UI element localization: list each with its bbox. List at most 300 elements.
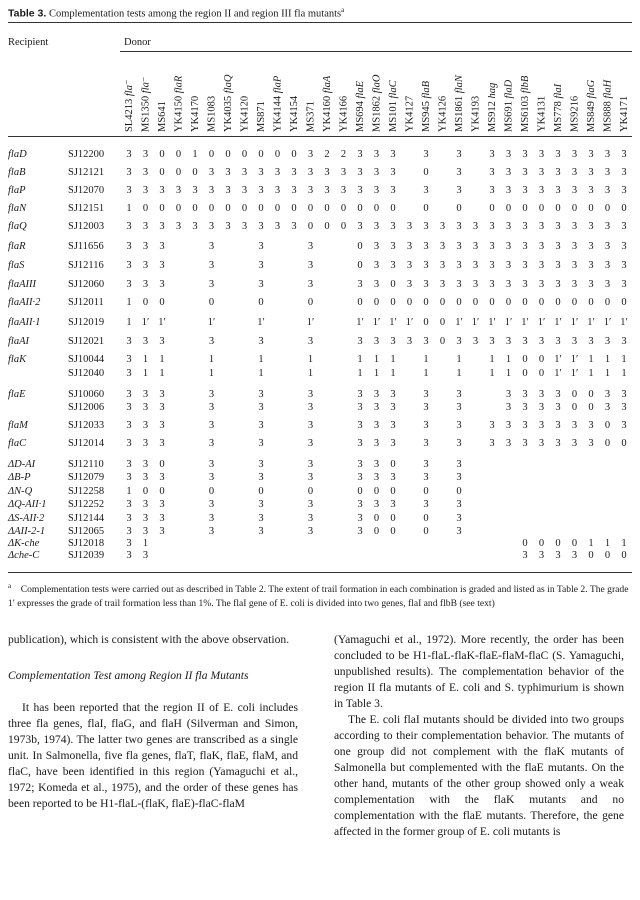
row-strain-18: SJ12079 <box>68 472 105 483</box>
row-strain-20: SJ12252 <box>68 499 105 510</box>
table-cell: 1′ <box>488 317 496 328</box>
table-cell: 0 <box>159 167 165 178</box>
table-cell: 3 <box>192 185 198 196</box>
table-cell: 3 <box>621 336 627 347</box>
table-cell: 3 <box>274 221 281 232</box>
table-cell: 3 <box>456 402 462 413</box>
table-cell: 3 <box>142 167 149 178</box>
table-cell: 3 <box>522 438 528 449</box>
table-cell: 1′ <box>521 317 529 328</box>
table-cell: 3 <box>159 185 165 196</box>
table-cell: 3 <box>307 526 314 537</box>
table-cell: 1′ <box>372 317 381 328</box>
table-cell: 3 <box>208 185 215 196</box>
table-cell: 3 <box>175 221 182 232</box>
table-cell: 3 <box>159 420 165 431</box>
table-cell: 3 <box>373 402 380 413</box>
table-cell: 3 <box>274 185 281 196</box>
table-cell: 3 <box>357 389 363 400</box>
table-cell: 3 <box>456 526 462 537</box>
table-cell: 3 <box>390 260 396 271</box>
row-gene-7: flaAIII <box>8 279 36 290</box>
table-cell: 3 <box>390 420 396 431</box>
table-cell: 3 <box>456 438 462 449</box>
table-cell: 0 <box>208 297 215 308</box>
table-cell: 0 <box>390 297 396 308</box>
table-cell: 3 <box>340 185 347 196</box>
row-strain-0: SJ12200 <box>68 149 105 160</box>
table-cell: 3 <box>621 389 627 400</box>
table-cell: 3 <box>373 221 380 232</box>
table-cell: 0 <box>538 538 545 549</box>
table-cell: 3 <box>307 241 314 252</box>
table-cell: 3 <box>307 499 314 510</box>
table-cell: 3 <box>357 420 363 431</box>
donor-header-7: YK4120 <box>239 95 251 132</box>
table-cell: 3 <box>307 185 314 196</box>
table-cell: 3 <box>258 459 264 470</box>
table-cell: 0 <box>307 203 314 214</box>
table-cell: 2 <box>324 149 330 160</box>
table-cell: 3 <box>390 167 396 178</box>
row-strain-4: SJ12003 <box>68 221 105 232</box>
table-cell: 3 <box>126 550 132 561</box>
table-cell: 3 <box>274 167 281 178</box>
table-cell: 0 <box>489 297 495 308</box>
table-cell: 3 <box>142 513 149 524</box>
donor-header-14: MS694 flaE <box>355 80 366 132</box>
table-cell: 1 <box>258 354 264 365</box>
table-cell: 3 <box>258 185 264 196</box>
table-cell: 0 <box>423 317 429 328</box>
table-cell: 3 <box>324 185 330 196</box>
row-gene-23: ΔK-che <box>8 538 40 549</box>
table-cell: 1 <box>588 538 594 549</box>
table-cell: 3 <box>126 221 132 232</box>
table-cell: 3 <box>307 420 314 431</box>
row-strain-16: SJ12014 <box>68 438 105 449</box>
row-gene-18: ΔB-P <box>8 472 31 483</box>
table-cell: 1 <box>604 368 611 379</box>
table-cell: 3 <box>571 336 578 347</box>
table-cell: 0 <box>208 149 215 160</box>
table-cell: 3 <box>423 459 429 470</box>
table-cell: 3 <box>324 167 330 178</box>
table-cell: 3 <box>604 279 611 290</box>
table-cell: 3 <box>126 402 132 413</box>
table-cell: 3 <box>571 420 578 431</box>
table-cell: 3 <box>142 420 149 431</box>
table-cell: 3 <box>588 336 594 347</box>
table-cell: 1′ <box>587 317 595 328</box>
table-cell: 3 <box>373 260 380 271</box>
table-cell: 3 <box>423 336 429 347</box>
table-cell: 3 <box>538 550 545 561</box>
table-cell: 0 <box>208 486 215 497</box>
table-cell: 3 <box>505 185 512 196</box>
row-gene-1: flaB <box>8 167 26 178</box>
table-cell: 3 <box>208 260 215 271</box>
table-cell: 1 <box>621 368 627 379</box>
table-cell: 3 <box>175 185 182 196</box>
table-cell: 3 <box>208 389 215 400</box>
table-cell: 3 <box>390 149 396 160</box>
table-title-mark: a <box>341 6 345 14</box>
table-cell: 3 <box>142 221 149 232</box>
right-column <box>334 632 624 840</box>
table-cell: 3 <box>439 260 446 271</box>
table-cell: 3 <box>538 389 545 400</box>
table-cell: 3 <box>291 185 297 196</box>
table-cell: 3 <box>621 185 627 196</box>
table-cell: 1′ <box>207 317 216 328</box>
row-gene-17: ΔD-AI <box>8 459 36 470</box>
table-cell: 3 <box>307 336 314 347</box>
table-cell: 3 <box>423 279 429 290</box>
row-strain-24: SJ12039 <box>68 550 105 561</box>
table-cell: 3 <box>291 167 297 178</box>
donor-header-1: MS1350 fla⁻ <box>140 76 152 132</box>
row-strain-21: SJ12144 <box>68 513 105 524</box>
table-cell: 3 <box>588 241 594 252</box>
table-cell: 3 <box>423 221 429 232</box>
table-cell: 3 <box>621 420 627 431</box>
table-cell: 3 <box>258 420 264 431</box>
table-cell: 0 <box>423 203 429 214</box>
table-cell: 3 <box>258 241 264 252</box>
row-gene-13: flaE <box>8 389 26 400</box>
table-cell: 0 <box>439 297 446 308</box>
table-cell: 3 <box>241 167 248 178</box>
table-cell: 1′ <box>389 317 397 328</box>
table-cell: 3 <box>571 185 578 196</box>
table-cell: 0 <box>505 297 512 308</box>
table-cell: 3 <box>456 513 462 524</box>
table-cell: 0 <box>522 203 528 214</box>
table-cell: 3 <box>258 389 264 400</box>
table-cell: 1 <box>126 203 132 214</box>
table-cell: 3 <box>538 167 545 178</box>
table-cell: 3 <box>307 513 314 524</box>
table-cell: 3 <box>555 221 561 232</box>
table-cell: 3 <box>538 149 545 160</box>
table-cell: 3 <box>505 420 512 431</box>
table-cell: 3 <box>208 499 215 510</box>
table-cell: 3 <box>472 260 479 271</box>
table-cell: 3 <box>225 167 231 178</box>
table-cell: 3 <box>373 149 380 160</box>
donor-header-11: MS371 <box>305 101 317 132</box>
row-gene-24: Δche-C <box>8 550 40 561</box>
table-number: Table 3. <box>8 7 47 20</box>
row-gene-19: ΔN-Q <box>8 486 33 497</box>
table-cell: 3 <box>142 438 149 449</box>
table-cell: 3 <box>357 472 363 483</box>
table-cell: 3 <box>126 499 132 510</box>
table-cell: 3 <box>142 260 149 271</box>
table-cell: 3 <box>357 279 363 290</box>
footnote-text: Complementation tests were carried out as described in Table 2. The extent of trail formation in each combination is graded and listed as in Table 2. The grade 1′ expresses the grade of trail formation less than 1%. The flaI gene of E. coli is divided into two genes, flaI and flbB (see text) <box>8 584 629 609</box>
table-cell: 3 <box>390 241 396 252</box>
table-cell: 3 <box>126 167 132 178</box>
table-cell: 3 <box>604 389 611 400</box>
table-cell: 3 <box>340 167 347 178</box>
table-cell: 3 <box>357 167 363 178</box>
donor-header-16: MS101 flaC <box>388 80 399 132</box>
table-cell: 3 <box>373 420 380 431</box>
table-cell: 3 <box>159 336 165 347</box>
table-cell: 3 <box>423 389 429 400</box>
table-cell: 0 <box>406 297 413 308</box>
table-cell: 3 <box>142 550 149 561</box>
table-cell: 3 <box>142 279 149 290</box>
table-cell: 3 <box>456 241 462 252</box>
table-cell: 3 <box>505 167 512 178</box>
table-cell: 3 <box>142 402 149 413</box>
table-cell: 3 <box>489 260 495 271</box>
table-cell: 0 <box>604 297 611 308</box>
table-cell: 0 <box>159 149 165 160</box>
table-cell: 1 <box>423 354 429 365</box>
table-cell: 0 <box>604 438 611 449</box>
table-cell: 3 <box>357 221 363 232</box>
table-cell: 3 <box>258 167 264 178</box>
recipient-header: Recipient <box>8 37 49 48</box>
row-gene-4: flaQ <box>8 221 27 232</box>
row-strain-10: SJ12021 <box>68 336 105 347</box>
table-title: Complementation tests among the region II and region III fla mutants <box>48 8 342 20</box>
table-cell: 3 <box>159 260 165 271</box>
table-cell: 3 <box>126 389 132 400</box>
table-cell: 3 <box>555 336 561 347</box>
table-cell: 3 <box>489 149 495 160</box>
row-strain-7: SJ12060 <box>68 279 105 290</box>
table-cell: 1 <box>390 354 396 365</box>
table-cell: 3 <box>423 402 429 413</box>
table-cell: 3 <box>373 472 380 483</box>
table-cell: 0 <box>472 297 479 308</box>
donor-header-26: MS778 flaI <box>553 83 564 132</box>
table-cell: 3 <box>373 336 380 347</box>
table-cell: 1′ <box>356 317 364 328</box>
table-cell: 3 <box>423 420 429 431</box>
table-cell: 3 <box>571 149 578 160</box>
row-gene-3: flaN <box>8 203 27 214</box>
table-cell: 1 <box>307 354 314 365</box>
table-cell: 3 <box>571 167 578 178</box>
table-cell: 0 <box>225 203 231 214</box>
table-cell: 3 <box>258 336 264 347</box>
table-cell: 3 <box>258 472 264 483</box>
table-cell: 3 <box>571 550 578 561</box>
table-cell: 3 <box>472 279 479 290</box>
donor-header-5: MS1083 <box>206 95 218 132</box>
donor-header-4: YK4170 <box>190 95 201 132</box>
table-cell: 3 <box>357 402 363 413</box>
donor-header-23: MS691 flaD <box>503 79 515 132</box>
table-cell: 1 <box>621 354 627 365</box>
table-cell: 0 <box>324 221 330 232</box>
row-gene-21: ΔS-AII·2 <box>8 513 45 524</box>
table-cell: 0 <box>175 203 182 214</box>
donor-header-9: YK4144 flaP <box>272 75 284 132</box>
table-cell: 1′ <box>455 317 463 328</box>
table-cell: 3 <box>390 402 396 413</box>
donor-header-3: YK4150 flaR <box>173 75 185 132</box>
table-cell: 0 <box>357 203 363 214</box>
table-cell: 0 <box>522 368 528 379</box>
table-cell: 3 <box>555 185 561 196</box>
table-cell: 0 <box>241 203 248 214</box>
table-cell: 0 <box>423 167 429 178</box>
table-cell: 0 <box>505 203 512 214</box>
table-cell: 3 <box>390 499 396 510</box>
table-cell: 3 <box>538 402 545 413</box>
table-cell: 3 <box>208 420 215 431</box>
donor-header-18: MS945 flaB <box>421 80 432 132</box>
table-cell: 3 <box>126 149 132 160</box>
table-cell: 0 <box>291 149 297 160</box>
row-strain-17: SJ12110 <box>68 459 104 470</box>
table-cell: 3 <box>522 185 528 196</box>
row-strain-11: SJ10044 <box>68 354 105 365</box>
table-cell: 3 <box>291 221 297 232</box>
table-cell: 3 <box>423 149 429 160</box>
table-cell: 3 <box>588 149 594 160</box>
row-gene-15: flaM <box>8 420 28 431</box>
table-cell: 3 <box>472 241 479 252</box>
table-cell: 1 <box>588 368 594 379</box>
table-cell: 3 <box>538 260 545 271</box>
table-cell: 2 <box>340 149 347 160</box>
table-cell: 3 <box>588 279 594 290</box>
table-cell: 1 <box>142 538 149 549</box>
table-cell: 0 <box>555 203 561 214</box>
table-cell: 3 <box>555 389 561 400</box>
table-cell: 1′ <box>554 354 562 365</box>
table-cell: 0 <box>159 203 165 214</box>
row-gene-8: flaAII·2 <box>8 297 41 308</box>
table-cell: 1′ <box>257 317 265 328</box>
donor-header-0: SL4213 fla⁻ <box>124 79 135 132</box>
table-cell: 0 <box>538 203 545 214</box>
table-cell: 3 <box>538 279 545 290</box>
row-gene-0: flaD <box>8 149 27 160</box>
row-strain-19: SJ12258 <box>68 486 105 497</box>
table-cell: 0 <box>456 297 462 308</box>
table-cell: 1 <box>456 354 462 365</box>
table-cell: 3 <box>126 459 132 470</box>
donor-header-10: YK4154 <box>289 95 300 132</box>
table-cell: 3 <box>142 472 149 483</box>
table-cell: 3 <box>604 402 611 413</box>
table-cell: 3 <box>472 336 479 347</box>
table-cell: 0 <box>456 486 462 497</box>
row-strain-5: SJ11656 <box>68 241 104 252</box>
table-cell: 3 <box>538 420 545 431</box>
row-strain-8: SJ12011 <box>68 297 104 308</box>
table-cell: 3 <box>126 472 132 483</box>
table-cell: 0 <box>142 297 149 308</box>
table-cell: 3 <box>588 438 594 449</box>
table-cell: 0 <box>390 279 396 290</box>
table-cell: 0 <box>373 526 380 537</box>
table-cell: 3 <box>423 499 429 510</box>
table-cell: 0 <box>522 297 528 308</box>
table-cell: 0 <box>373 297 380 308</box>
table-cell: 3 <box>258 438 264 449</box>
table-cell: 3 <box>208 472 215 483</box>
table-cell: 3 <box>208 402 215 413</box>
table-cell: 0 <box>588 389 594 400</box>
table-cell: 0 <box>324 203 330 214</box>
row-gene-5: flaR <box>8 241 26 252</box>
table-cell: 3 <box>241 185 248 196</box>
table-cell: 3 <box>241 221 248 232</box>
table-cell: 3 <box>373 438 380 449</box>
table-cell: 3 <box>522 279 528 290</box>
table-cell: 0 <box>357 241 363 252</box>
table-cell: 0 <box>571 389 578 400</box>
table-cell: 3 <box>126 185 132 196</box>
table-cell: 0 <box>621 438 627 449</box>
table-cell: 3 <box>604 185 611 196</box>
table-cell: 1 <box>489 354 495 365</box>
table-cell: 3 <box>456 221 462 232</box>
row-gene-9: flaAII·1 <box>8 317 41 328</box>
table-cell: 1′ <box>554 368 562 379</box>
table-cell: 3 <box>621 241 627 252</box>
table-cell: 3 <box>423 241 429 252</box>
table-cell: 3 <box>159 241 165 252</box>
row-gene-16: flaC <box>8 438 27 449</box>
donor-header-2: MS641 <box>157 101 168 132</box>
table-cell: 3 <box>555 279 561 290</box>
table-cell: 3 <box>505 149 512 160</box>
row-gene-22: ΔAII-2-1 <box>8 526 46 537</box>
table-cell: 1′ <box>537 317 546 328</box>
section-heading: Complementation Test among Region II fla Mutants <box>8 669 249 682</box>
row-strain-15: SJ12033 <box>68 420 105 431</box>
table-cell: 3 <box>208 167 215 178</box>
table-cell: 3 <box>588 420 594 431</box>
table-cell: 1 <box>505 368 512 379</box>
donor-header-25: YK4131 <box>536 95 548 132</box>
table-cell: 3 <box>307 260 314 271</box>
table-cell: 3 <box>192 221 198 232</box>
table-cell: 3 <box>571 438 578 449</box>
table-cell: 3 <box>571 279 578 290</box>
table-cell: 0 <box>604 420 611 431</box>
table-cell: 3 <box>159 499 165 510</box>
table-cell: 0 <box>390 486 396 497</box>
table-cell: 3 <box>439 241 446 252</box>
table-cell: 1′ <box>570 354 579 365</box>
table-cell: 3 <box>357 513 363 524</box>
table-cell: 1 <box>126 297 132 308</box>
table-cell: 3 <box>159 526 165 537</box>
table-cell: 0 <box>307 221 314 232</box>
table-cell: 3 <box>208 221 215 232</box>
donor-header-28: MS849 flaG <box>586 79 597 132</box>
table-cell: 3 <box>258 513 264 524</box>
table-cell: 3 <box>456 472 462 483</box>
table-cell: 3 <box>208 336 215 347</box>
table-cell: 0 <box>175 149 182 160</box>
table-cell: 3 <box>522 260 528 271</box>
table-cell: 3 <box>505 402 512 413</box>
table-cell: 3 <box>489 221 495 232</box>
